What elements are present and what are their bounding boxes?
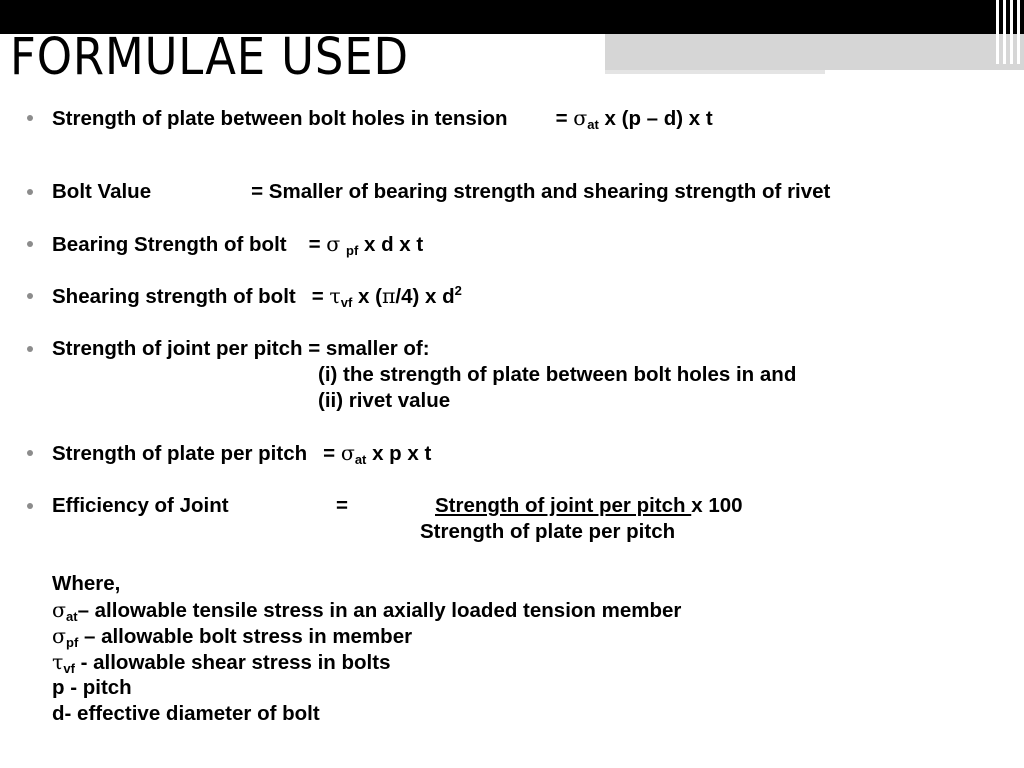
definition-text: – allowable tensile stress in an axially loaded tension member (77, 599, 682, 622)
formula-expression: x d x t (358, 233, 424, 256)
subscript: at (587, 117, 599, 132)
sigma-symbol: σ (340, 441, 355, 465)
formula-line (52, 337, 430, 361)
sigma-symbol: σ (52, 624, 66, 648)
formula-label: Bearing Strength of bolt (52, 233, 287, 256)
subscript: pf (346, 243, 359, 258)
sigma-symbol: σ (573, 106, 588, 130)
subscript: at (66, 609, 78, 624)
formula-expression: x (p – d) x t (598, 107, 713, 130)
definition-text: – allowable bolt stress in member (78, 625, 413, 648)
formula-line (52, 232, 423, 257)
definition-text: d- effective diameter of bolt (52, 702, 320, 725)
formula-label: Strength of plate between bolt holes in tension (52, 107, 508, 130)
definition-text: - allowable shear stress in bolts (74, 651, 391, 674)
subscript: at (354, 452, 367, 467)
subscript: vf (63, 661, 75, 676)
equals-sign: = (336, 494, 348, 517)
fraction-denominator: Strength of plate per pitch (420, 520, 676, 543)
multiplier: x 100 (691, 494, 743, 517)
equals-sign: = (251, 180, 264, 203)
formula-line (52, 494, 229, 518)
fraction-numerator (435, 494, 743, 518)
definition-line (52, 676, 132, 700)
sigma-symbol: σ (52, 598, 66, 622)
formula-expression: Smaller of bearing strength and shearing strength of rivet (268, 180, 831, 203)
formula-label: Bolt Value (52, 180, 152, 203)
formula-label: Shearing strength of bolt (52, 285, 296, 308)
sub-line-text: (ii) rivet value (318, 389, 451, 412)
definition-line (52, 598, 681, 623)
formula-line (52, 106, 713, 131)
sub-line-text: (i) the strength of plate between bolt holes in and (318, 363, 797, 386)
definition-line (52, 624, 412, 649)
where-heading: Where, (52, 572, 121, 595)
equals-sign: = (555, 107, 568, 130)
bullet (27, 346, 33, 352)
bullet (27, 241, 33, 247)
definition-line (52, 650, 390, 675)
formula-label: Strength of plate per pitch (52, 442, 308, 465)
formula-expression: x p x t (366, 442, 432, 465)
bullet (27, 115, 33, 121)
bullet (27, 189, 33, 195)
tau-symbol: τ (329, 284, 341, 308)
definition-line (52, 702, 320, 726)
formula-line (52, 180, 830, 204)
formula-label: Efficiency of Joint (52, 494, 229, 517)
formula-line (52, 441, 431, 466)
bullet (27, 503, 33, 509)
definition-text: p - pitch (52, 676, 132, 699)
slide-title: FORMULAE USED (10, 28, 409, 87)
pi-symbol: π (381, 284, 396, 308)
bullet (27, 293, 33, 299)
equals-sign: = (308, 233, 321, 256)
formula-label: Strength of joint per pitch = smaller of: (52, 337, 430, 360)
equals-sign: = (323, 442, 336, 465)
superscript: 2 (454, 283, 462, 298)
sub-line (318, 389, 450, 413)
bullet (27, 450, 33, 456)
numerator-text: Strength of joint per pitch (435, 494, 692, 517)
tau-symbol: τ (52, 650, 64, 674)
formula-line (52, 284, 462, 309)
equals-sign: = (311, 285, 324, 308)
subscript: pf (66, 635, 79, 650)
sigma-symbol: σ (326, 232, 341, 256)
formula-expression: x ( (352, 285, 382, 308)
formula-expression: /4) x d (395, 285, 455, 308)
subscript: vf (340, 295, 353, 310)
sub-line (318, 363, 796, 387)
